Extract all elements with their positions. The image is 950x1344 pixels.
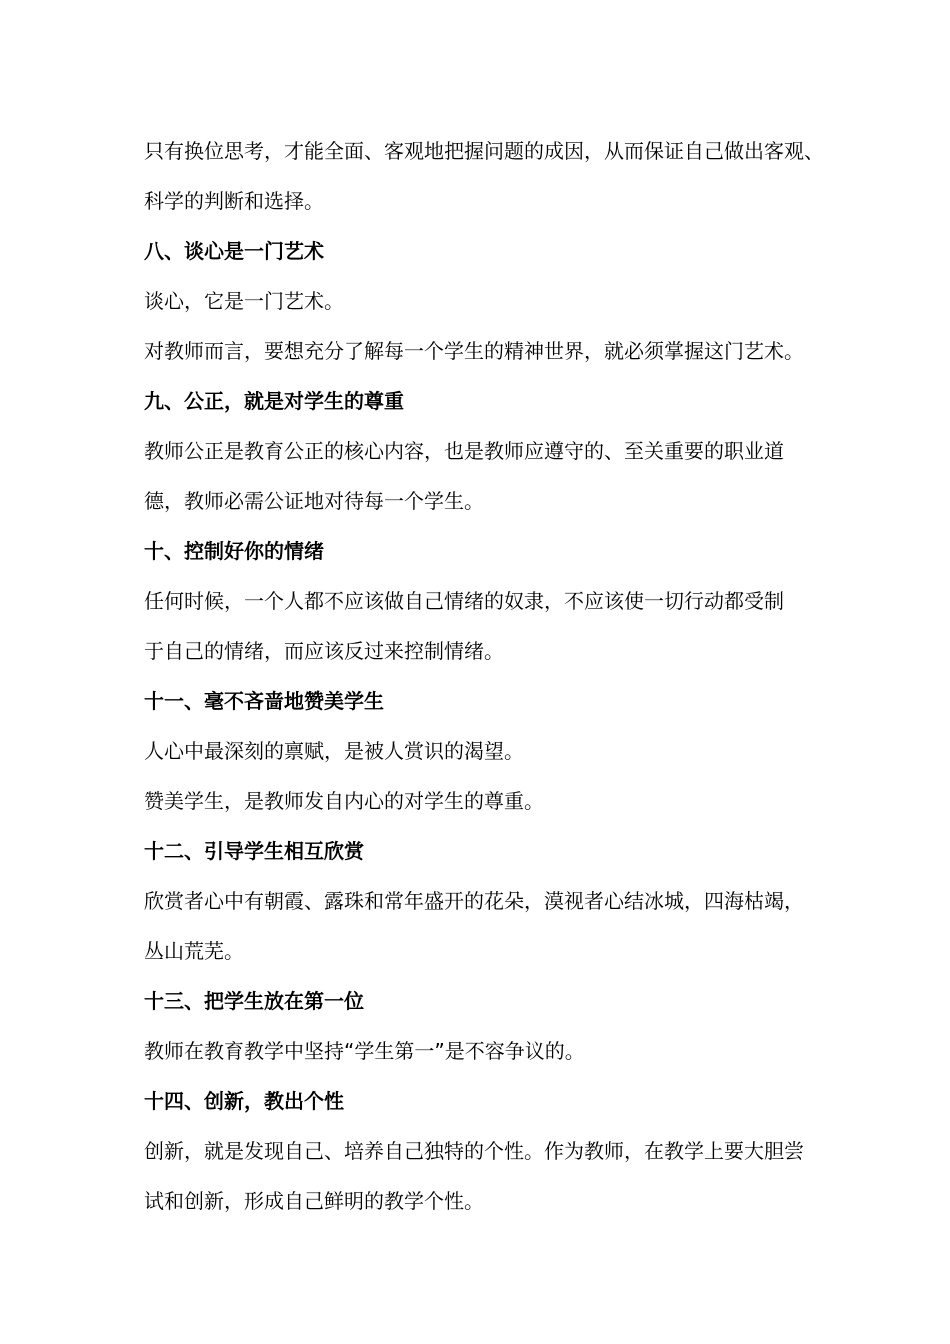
body-line: 只有换位思考，才能全面、客观地把握问题的成因，从而保证自己做出客观、 <box>144 139 824 163</box>
body-line: 对教师而言，要想充分了解每一个学生的精神世界，就必须掌握这门艺术。 <box>144 339 804 363</box>
section-heading: 十四、创新，教出个性 <box>144 1089 344 1113</box>
section-heading: 十、控制好你的情绪 <box>144 539 324 563</box>
section-heading: 十一、毫不吝啬地赞美学生 <box>144 689 384 713</box>
body-line: 德，教师必需公证地对待每一个学生。 <box>144 489 484 513</box>
body-line: 人心中最深刻的禀赋，是被人赏识的渴望。 <box>144 739 524 763</box>
section-heading: 十三、把学生放在第一位 <box>144 989 364 1013</box>
body-line: 教师在教育教学中坚持“学生第一”是不容争议的。 <box>144 1039 585 1063</box>
body-line: 赞美学生，是教师发自内心的对学生的尊重。 <box>144 789 544 813</box>
body-line: 教师公正是教育公正的核心内容，也是教师应遵守的、至关重要的职业道 <box>144 439 784 463</box>
section-heading: 八、谈心是一门艺术 <box>144 239 324 263</box>
section-heading: 十二、引导学生相互欣赏 <box>144 839 364 863</box>
body-line: 欣赏者心中有朝霞、露珠和常年盛开的花朵，漠视者心结冰城，四海枯竭， <box>144 889 804 913</box>
body-line: 谈心，它是一门艺术。 <box>144 289 344 313</box>
body-line: 科学的判断和选择。 <box>144 189 324 213</box>
document-page <box>144 126 834 1226</box>
section-heading: 九、公正，就是对学生的尊重 <box>144 389 404 413</box>
body-line: 于自己的情绪，而应该反过来控制情绪。 <box>144 639 504 663</box>
body-line: 试和创新，形成自己鲜明的教学个性。 <box>144 1189 484 1213</box>
body-line: 丛山荒芜。 <box>144 939 244 963</box>
body-line: 创新，就是发现自己、培养自己独特的个性。作为教师，在教学上要大胆尝 <box>144 1139 804 1163</box>
body-line: 任何时候，一个人都不应该做自己情绪的奴隶，不应该使一切行动都受制 <box>144 589 784 613</box>
